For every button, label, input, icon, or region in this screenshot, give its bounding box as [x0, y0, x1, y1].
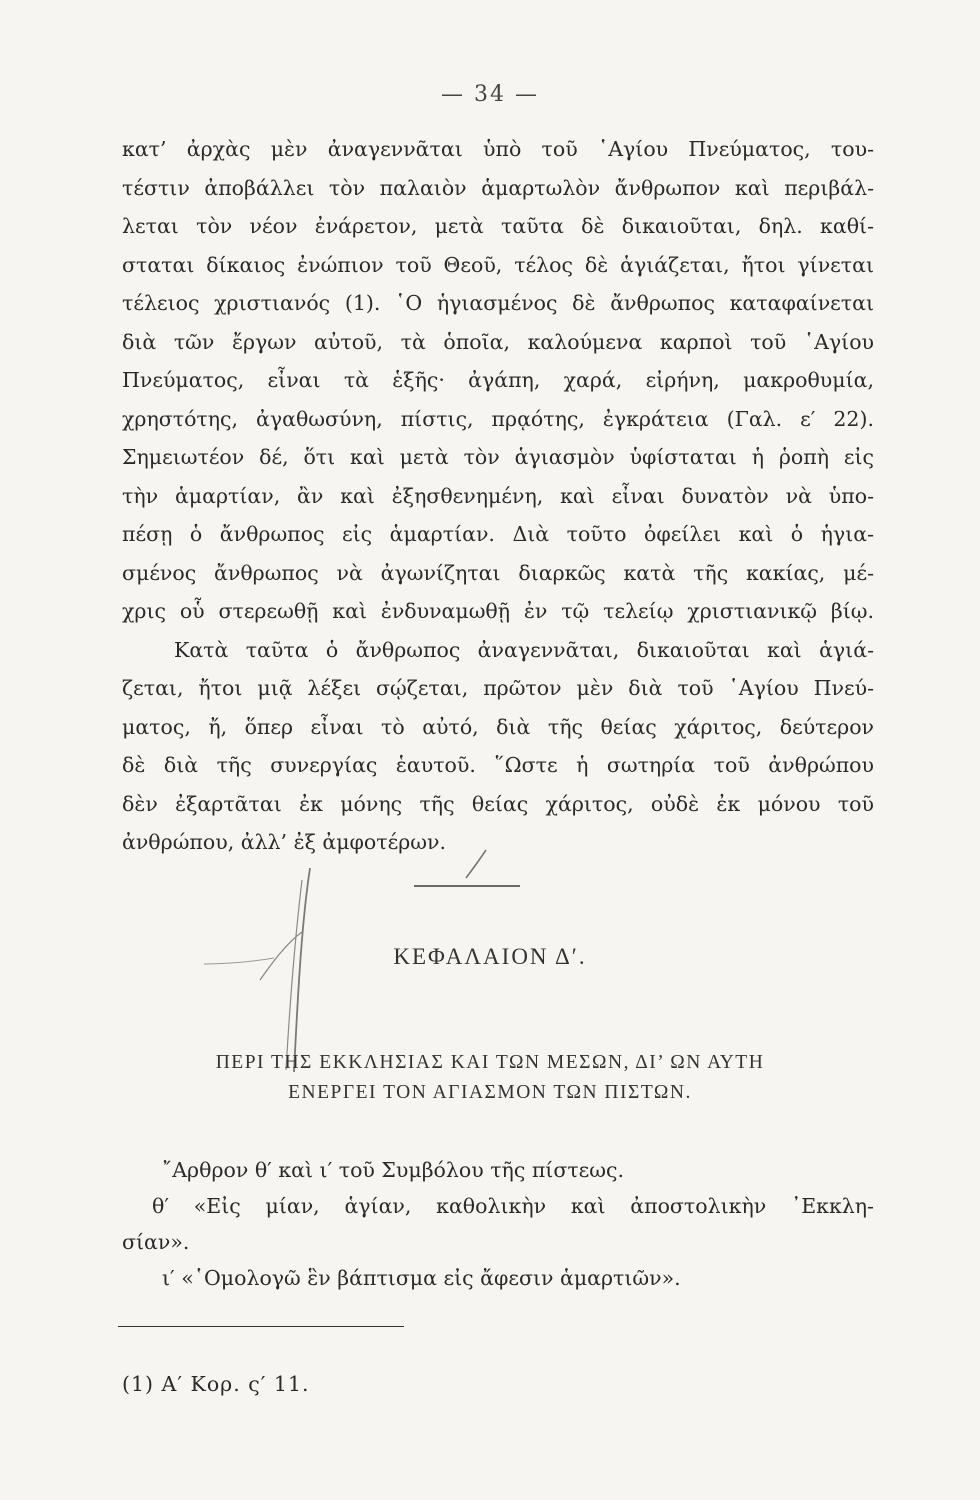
text-line: δὲ διὰ τῆς συνεργίας ἑαυτοῦ. ῞Ωστε ἡ σωτηρία τοῦ ἀνθρώπου [122, 753, 874, 777]
chapter-heading: ΚΕΦΑΛΑΙΟΝ Δ′. [393, 944, 587, 969]
text-line: τὴν ἁμαρτίαν, ἂν καὶ ἐξησθενημένη, καὶ εἶναι δυνατὸν νὰ ὑπο- [122, 483, 874, 508]
text-line: ζεται, ἤτοι μιᾷ λέξει σῴζεται, πρῶτον μὲν διὰ τοῦ ῾Αγίου Πνεύ- [122, 676, 874, 700]
text-line: Πνεύματος, εἶναι τὰ ἑξῆς· ἀγάπη, χαρά, εἰρήνη, μακροθυμία, [122, 368, 874, 392]
text-line: ἀνθρώπου, ἀλλ’ ἐξ ἀμφοτέρων. [122, 830, 446, 854]
text-line: χρις οὗ στερεωθῇ καὶ ἐνδυναμωθῇ ἐν τῷ τελείῳ χριστιανικῷ βίῳ. [122, 599, 874, 623]
text-line: ματος, ἤ, ὅπερ εἶναι τὸ αὐτό, διὰ τῆς θείας χάριτος, δεύτερον [122, 714, 874, 739]
article-line: ι′ «῾Ομολογῶ ἓν βάπτισμα εἰς ἄφεσιν ἁμαρτιῶν». [162, 1266, 681, 1290]
text-line: κατ’ ἀρχὰς μὲν ἀναγεννᾶται ὑπὸ τοῦ ῾Αγίου Πνεύματος, του- [122, 137, 874, 161]
text-line: τέστιν ἀποβάλλει τὸν παλαιὸν ἁμαρτωλὸν ἄνθρωπον καὶ περιβάλ- [122, 175, 874, 200]
body-text [122, 130, 874, 862]
text-line: δὲν ἐξαρτᾶται ἐκ μόνης τῆς θείας χάριτος, οὐδὲ ἐκ μόνου τοῦ [122, 791, 874, 816]
article-line: θ′ «Εἰς μίαν, ἁγίαν, καθολικὴν καὶ ἀποστολικὴν ᾿Εκκλη- [152, 1194, 874, 1218]
text-line: Σημειωτέον δέ, ὅτι καὶ μετὰ τὸν ἁγιασμὸν ὑφίσταται ἡ ῥοπὴ εἰς [122, 445, 874, 469]
text-line: σταται δίκαιος ἐνώπιον τοῦ Θεοῦ, τέλος δὲ ἁγιάζεται, ἤτοι γίνεται [122, 252, 874, 277]
text-line: λεται τὸν νέον ἐνάρετον, μετὰ ταῦτα δὲ δικαιοῦται, δηλ. καθί- [122, 214, 874, 238]
article-line: σίαν». [122, 1230, 190, 1254]
text-line: τέλειος χριστιανός (1). ῾Ο ἡγιασμένος δὲ ἄνθρωπος καταφαίνεται [122, 291, 874, 315]
section-title-line: ΠΕΡΙ ΤΗΣ ΕΚΚΛΗΣΙΑΣ ΚΑΙ ΤΩΝ ΜΕΣΩΝ, ΔΙ’ ΩΝ ΑΥΤΗ [215, 1052, 765, 1073]
text-line: πέσῃ ὁ ἄνθρωπος εἰς ἁμαρτίαν. Διὰ τοῦτο ὀφείλει καὶ ὁ ἡγια- [122, 522, 874, 546]
article-heading: ῎Αρθρον θ′ καὶ ι′ τοῦ Συμβόλου τῆς πίστεως. [162, 1158, 625, 1182]
section-title-line: ΕΝΕΡΓΕΙ ΤΟΝ ΑΓΙΑΣΜΟΝ ΤΩΝ ΠΙΣΤΩΝ. [288, 1082, 692, 1103]
text-line: Κατὰ ταῦτα ὁ ἄνθρωπος ἀναγεννᾶται, δικαιοῦται καὶ ἁγιά- [174, 637, 874, 662]
page-number: — 34 — [441, 82, 539, 107]
text-line: διὰ τῶν ἔργων αὐτοῦ, τὰ ὁποῖα, καλούμενα καρποὶ τοῦ ῾Αγίου [122, 329, 874, 354]
text-line: σμένος ἄνθρωπος νὰ ἀγωνίζηται διαρκῶς κατὰ τῆς κακίας, μέ- [122, 560, 874, 585]
footnote-divider [118, 1326, 404, 1327]
text-line: χρηστότης, ἀγαθωσύνη, πίστις, πρᾳότης, ἐγκράτεια (Γαλ. ε′ 22). [122, 406, 874, 431]
creed-articles [122, 1152, 874, 1296]
footnote: (1) Α′ Κορ. ς′ 11. [122, 1372, 310, 1396]
section-title [0, 1048, 980, 1108]
